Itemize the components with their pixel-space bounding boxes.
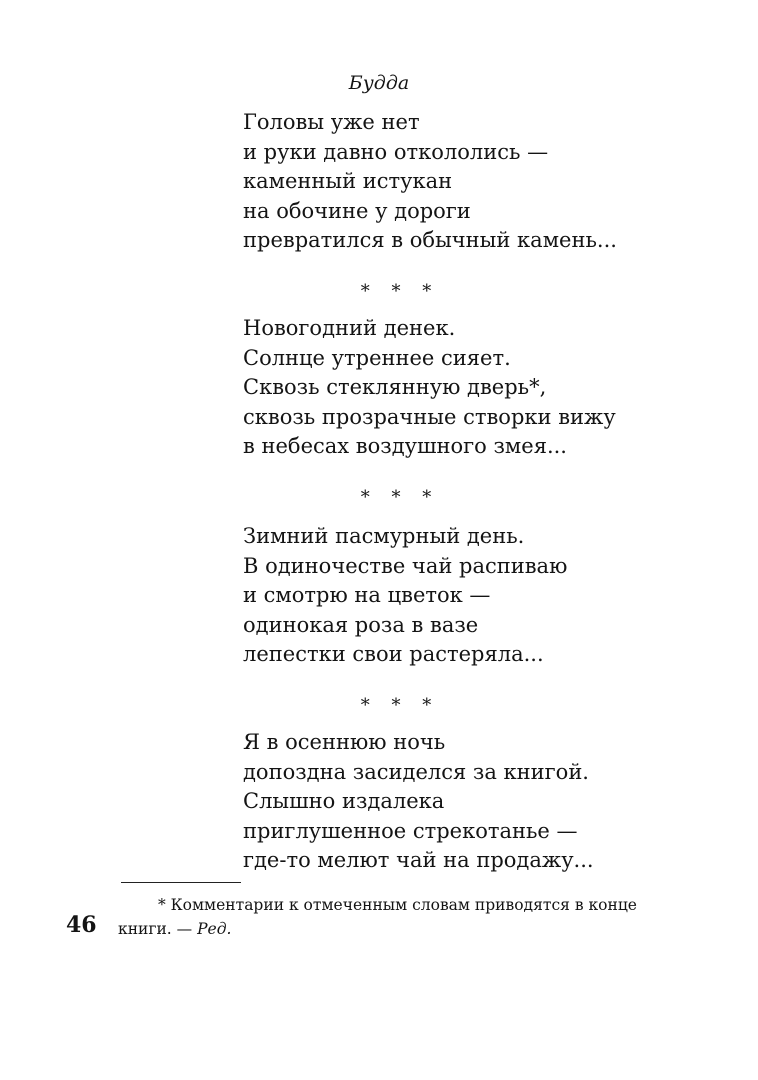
section-separator: * * * bbox=[360, 695, 440, 716]
footnote bbox=[118, 893, 688, 941]
poem-line: Сквозь стеклянную дверь*, bbox=[243, 375, 547, 399]
poem-line: В одиночестве чай распиваю bbox=[243, 553, 568, 578]
poem-line: Зимний пасмурный день. bbox=[243, 524, 525, 548]
poem-1 bbox=[243, 108, 617, 256]
poem-line: на обочине у дороги bbox=[243, 198, 471, 223]
poem-line: сквозь прозрачные створки вижу bbox=[243, 404, 616, 429]
poem-4 bbox=[243, 728, 594, 876]
poem-line: превратился в обычный камень... bbox=[243, 228, 617, 252]
poem-heading: Будда bbox=[348, 72, 410, 94]
poem-line: Солнце утреннее сияет. bbox=[243, 345, 511, 370]
poem-line: приглушенное стрекотанье — bbox=[243, 818, 578, 843]
poem-line: одинокая роза в вазе bbox=[243, 612, 479, 637]
poem-line: где-то мелют чай на продажу... bbox=[243, 848, 594, 872]
footnote-line bbox=[118, 917, 688, 941]
poem-2 bbox=[243, 314, 616, 462]
poem-line: допоздна засиделся за книгой. bbox=[243, 759, 589, 784]
poem-line: каменный истукан bbox=[243, 169, 453, 193]
section-separator: * * * bbox=[360, 281, 440, 302]
page-number: 46 bbox=[66, 912, 97, 938]
poem-line: Новогодний денек. bbox=[243, 316, 456, 340]
footnote-editor-mark: Ред. bbox=[197, 920, 232, 938]
poem-line: лепестки свои растеряла... bbox=[243, 642, 544, 666]
poem-line: Головы уже нет bbox=[243, 110, 420, 134]
poem-line: Я в осеннюю ночь bbox=[243, 730, 446, 754]
footnote-rule bbox=[121, 882, 241, 883]
poem-line: Слышно издалека bbox=[243, 789, 445, 813]
section-separator: * * * bbox=[360, 487, 440, 508]
footnote-text: книги. — bbox=[118, 920, 198, 938]
poem-line: и смотрю на цветок — bbox=[243, 583, 491, 607]
footnote-line: * Комментарии к отмеченным словам приводятся в конце bbox=[158, 896, 637, 914]
poem-3 bbox=[243, 522, 567, 670]
poem-line: и руки давно откололись — bbox=[243, 139, 549, 164]
poem-line: в небесах воздушного змея... bbox=[243, 434, 567, 458]
